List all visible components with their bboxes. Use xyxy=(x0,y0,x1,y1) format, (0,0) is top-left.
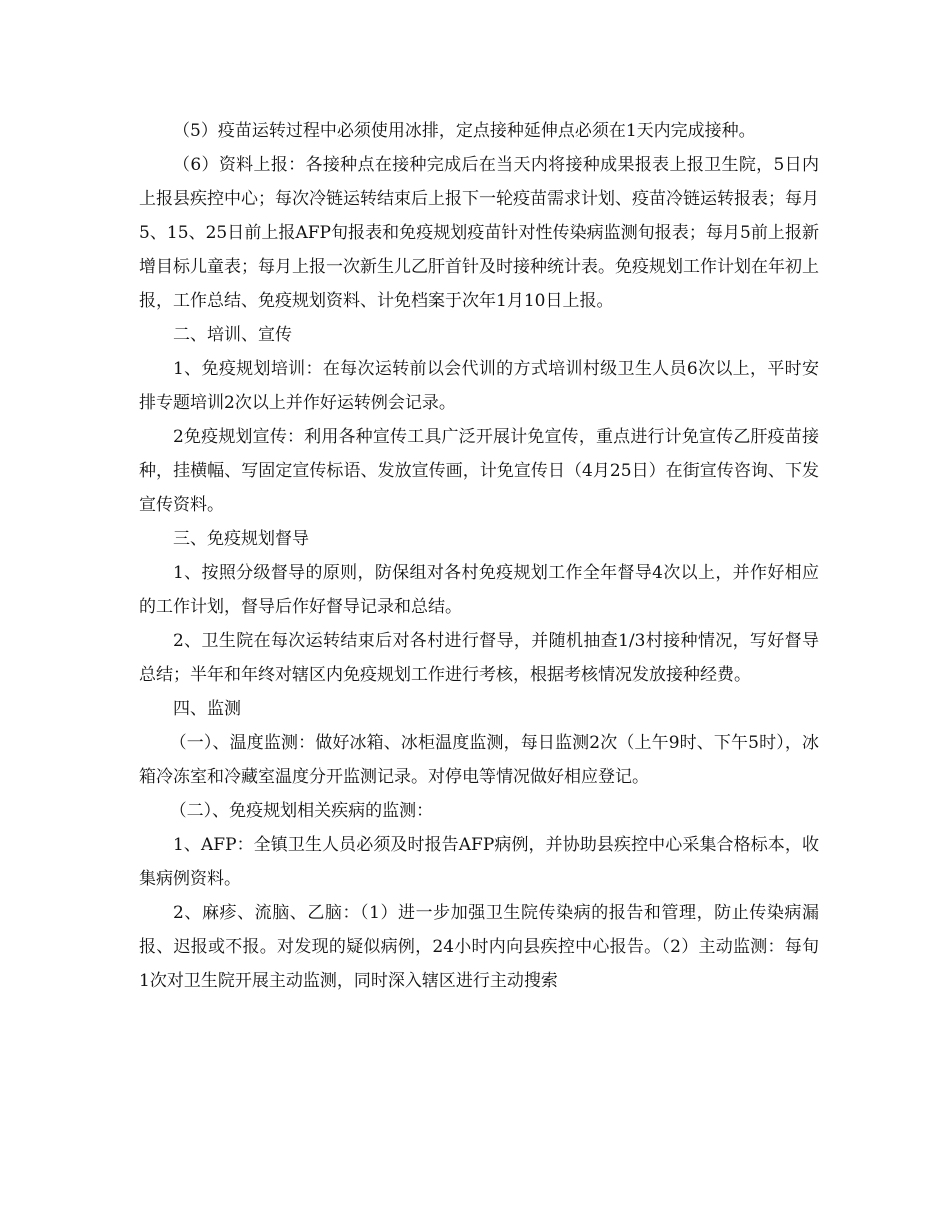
paragraph-supervision-1: 1、按照分级督导的原则，防保组对各村免疫规划工作全年督导4次以上，并作好相应的工作计划，督导后作好督导记录和总结。 xyxy=(139,563,819,617)
paragraph-supervision-2: 2、卫生院在每次运转结束后对各村进行督导，并随机抽查1/3村接种情况，写好督导总结；半年和年终对辖区内免疫规划工作进行考核，根据考核情况发放接种经费。 xyxy=(139,631,819,685)
document-body xyxy=(139,114,819,998)
paragraph-data-reporting: （6）资料上报：各接种点在接种完成后在当天内将接种成果报表上报卫生院，5日内上报县疾控中心；每次冷链运转结束后上报下一轮疫苗需求计划、疫苗冷链运转报表；每月5、15、25日前上报AFP旬报表和免疫规划疫苗针对性传染病监测旬报表；每月5前上报新增目标儿童表；每月上报一次新生儿乙肝首针及时接种统计表。免疫规划工作计划在年初上报，工作总结、免疫规划资料、计免档案于次年1月10日上报。 xyxy=(139,155,819,311)
paragraph-immunization-training: 1、免疫规划培训：在每次运转前以会代训的方式培训村级卫生人员6次以上，平时安排专题培训2次以上并作好运转例会记录。 xyxy=(139,359,819,413)
paragraph-afp: 1、AFP：全镇卫生人员必须及时报告AFP病例，并协助县疾控中心采集合格标本，收集病例资料。 xyxy=(139,835,819,889)
paragraph-disease-monitoring-heading: （二）、免疫规划相关疾病的监测： xyxy=(169,801,434,821)
paragraph-vaccine-transport: （5）疫苗运转过程中必须使用冰排，定点接种延伸点必须在1天内完成接种。 xyxy=(173,121,756,141)
paragraph-measles-meningitis: 2、麻疹、流脑、乙脑：（1）进一步加强卫生院传染病的报告和管理，防止传染病漏报、迟报或不报。对发现的疑似病例，24小时内向县疾控中心报告。（2）主动监测：每旬1次对卫生院开展主动监测，同时深入辖区进行主动搜索 xyxy=(139,903,819,991)
paragraph-immunization-publicity: 2免疫规划宣传：利用各种宣传工具广泛开展计免宣传，重点进行计免宣传乙肝疫苗接种，挂横幅、写固定宣传标语、发放宣传画，计免宣传日（4月25日）在街宣传咨询、下发宣传资料。 xyxy=(139,427,819,515)
heading-training-publicity: 二、培训、宣传 xyxy=(173,325,292,345)
paragraph-temperature-monitoring: （一）、温度监测：做好冰箱、冰柜温度监测，每日监测2次（上午9时、下午5时），冰箱冷冻室和冷藏室温度分开监测记录。对停电等情况做好相应登记。 xyxy=(139,733,819,787)
heading-supervision: 三、免疫规划督导 xyxy=(173,529,309,549)
heading-monitoring: 四、监测 xyxy=(173,699,241,719)
